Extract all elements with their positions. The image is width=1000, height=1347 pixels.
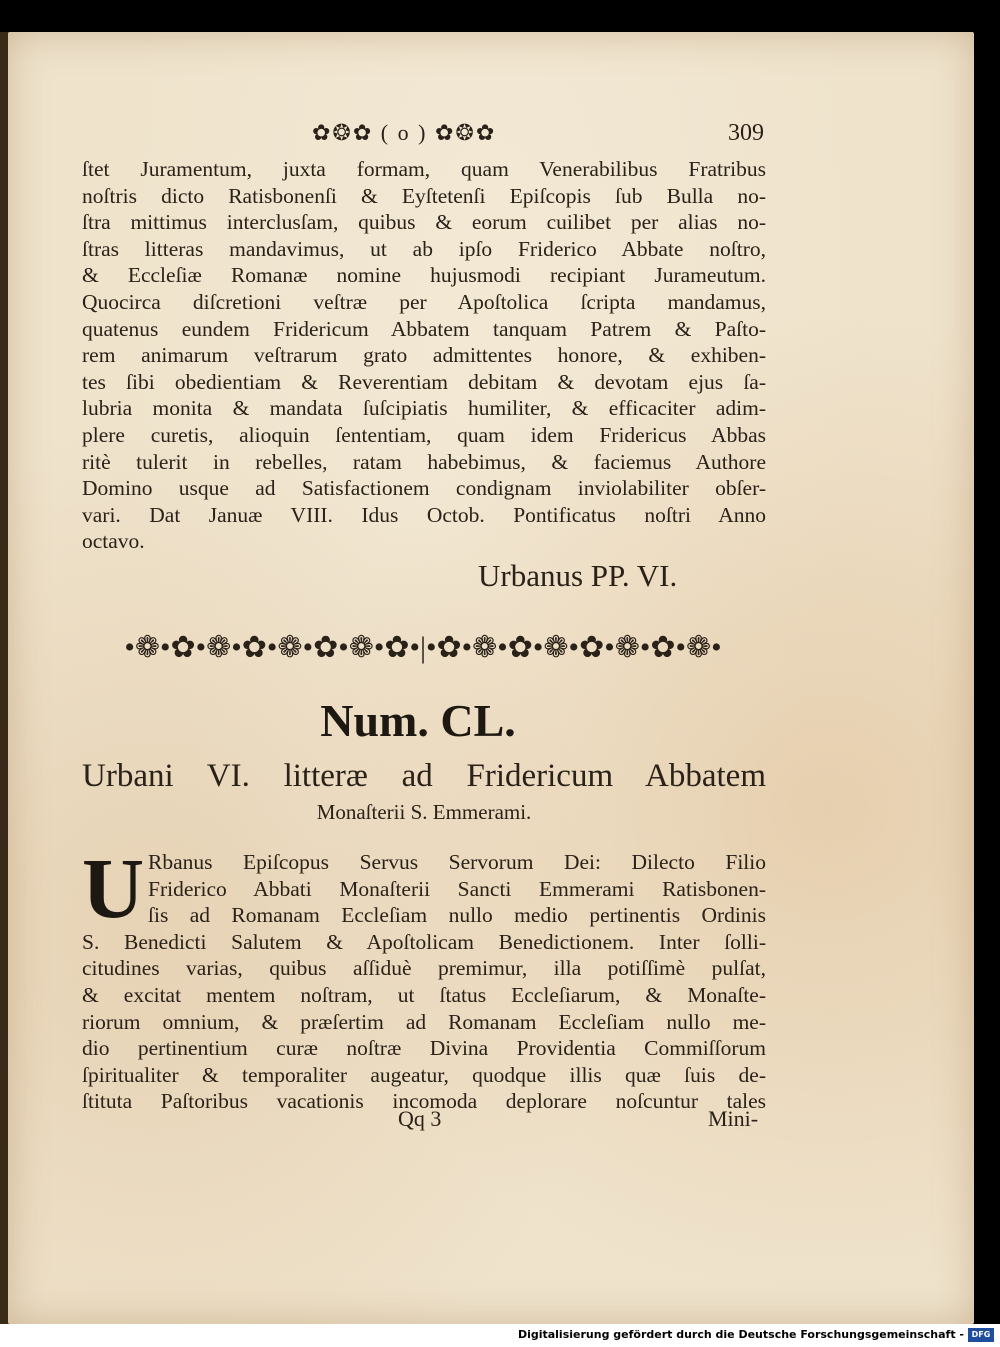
- text-line: rem animarum veſtrarum grato admittentes honore, & exhiben-: [82, 343, 766, 368]
- text-line: ſtet Juramentum, juxta formam, quam Venerabilibus Fratribus: [82, 157, 766, 181]
- text-line: ſis ad Romanam Eccleſiam nullo medio pertinentis Ordinis: [148, 903, 766, 928]
- text-line: plere curetis, alioquin ſententiam, quam idem Fridericus Abbas: [82, 422, 766, 447]
- text-line: citudines varias, quibus aſſiduè premimur, illa potiſſimè pulſat,: [82, 956, 766, 981]
- text-line: tes ſibi obedientiam & Reverentiam debitam & devotam ejus ſa-: [82, 369, 766, 394]
- text-line: Friderico Abbati Monaſterii Sancti Emmerami Ratisbonen-: [148, 876, 766, 901]
- text-line: quatenus eundem Fridericum Abbatem tanquam Patrem & Paſto-: [82, 316, 766, 341]
- text-line: ſpiritualiter & temporaliter augeatur, quodque illis quæ ſuis de-: [82, 1062, 766, 1087]
- text-line: ſtra mittimus interclusſam, quibus & eorum cuilibet per alias no-: [82, 210, 766, 235]
- text-line: riorum omnium, & præſertim ad Romanam Eccleſiam nullo me-: [82, 1009, 766, 1034]
- text-line: Rbanus Epiſcopus Servus Servorum Dei: Dilecto Filio: [148, 850, 766, 874]
- text-line: octavo.: [82, 529, 145, 554]
- credit-bar: [0, 1324, 1000, 1347]
- drop-cap: U: [82, 840, 145, 936]
- ornamental-divider: •❁•✿•❁•✿•❁•✿•❁•✿•|•✿•❁•✿•❁•✿•❁•✿•❁•: [124, 631, 722, 664]
- text-line: noſtris dicto Ratisbonenſi & Eyſtetenſi Epiſcopis ſub Bulla no-: [82, 183, 766, 208]
- dfg-logo-icon: DFG: [968, 1328, 994, 1342]
- text-line: ſtituta Paſtoribus vacationis incomoda deplorare noſcuntur tales: [82, 1089, 766, 1114]
- document-body: [82, 840, 766, 1115]
- text-line: lubria monita & mandata ſuſcipiatis humiliter, & efficaciter adim-: [82, 396, 766, 421]
- document-subtitle: Monaſterii S. Emmerami.: [316, 800, 532, 824]
- text-line: vari. Dat Januæ VIII. Idus Octob. Pontificatus noſtri Anno: [82, 502, 766, 527]
- document-title: Urbani VI. litteræ ad Fridericum Abbatem: [82, 758, 766, 794]
- page-header: [0, 120, 1000, 150]
- header-ornament: ✿❂✿ ( o ) ✿❂✿: [312, 120, 497, 145]
- signature-mark: Qq 3: [398, 1106, 442, 1131]
- text-line: & excitat mentem noſtram, ut ſtatus Eccleſiarum, & Monaſte-: [82, 982, 766, 1007]
- funding-credit: Digitalisierung gefördert durch die Deutsche Forschungsgemeinschaft -: [517, 1328, 964, 1341]
- text-line: ſtras litteras mandavimus, ut ab ipſo Friderico Abbate noſtro,: [82, 236, 766, 261]
- document-number: Num. CL.: [320, 695, 516, 746]
- text-line: & Eccleſiæ Romanæ nomine hujusmodi recipiant Jurameutum.: [82, 263, 766, 288]
- letter-continuation: [82, 156, 766, 555]
- text-line: ritè tulerit in rebelles, ratam habebimus, & faciemus Authore: [82, 449, 766, 474]
- catchword: Mini-: [708, 1106, 759, 1131]
- text-line: Quocirca diſcretioni veſtræ per Apoſtolica ſcripta mandamus,: [82, 289, 766, 314]
- text-line: S. Benedicti Salutem & Apoſtolicam Benedictionem. Inter ſolli-: [82, 929, 766, 954]
- text-line: dio pertinentium curæ noſtræ Divina Providentia Commiſſorum: [82, 1036, 766, 1061]
- page-footer: [0, 1106, 1000, 1136]
- text-line: Domino usque ad Satisfactionem condignam inviolabiliter obſer-: [82, 476, 766, 501]
- papal-signature: Urbanus PP. VI.: [478, 558, 678, 593]
- page-number: 309: [728, 120, 764, 146]
